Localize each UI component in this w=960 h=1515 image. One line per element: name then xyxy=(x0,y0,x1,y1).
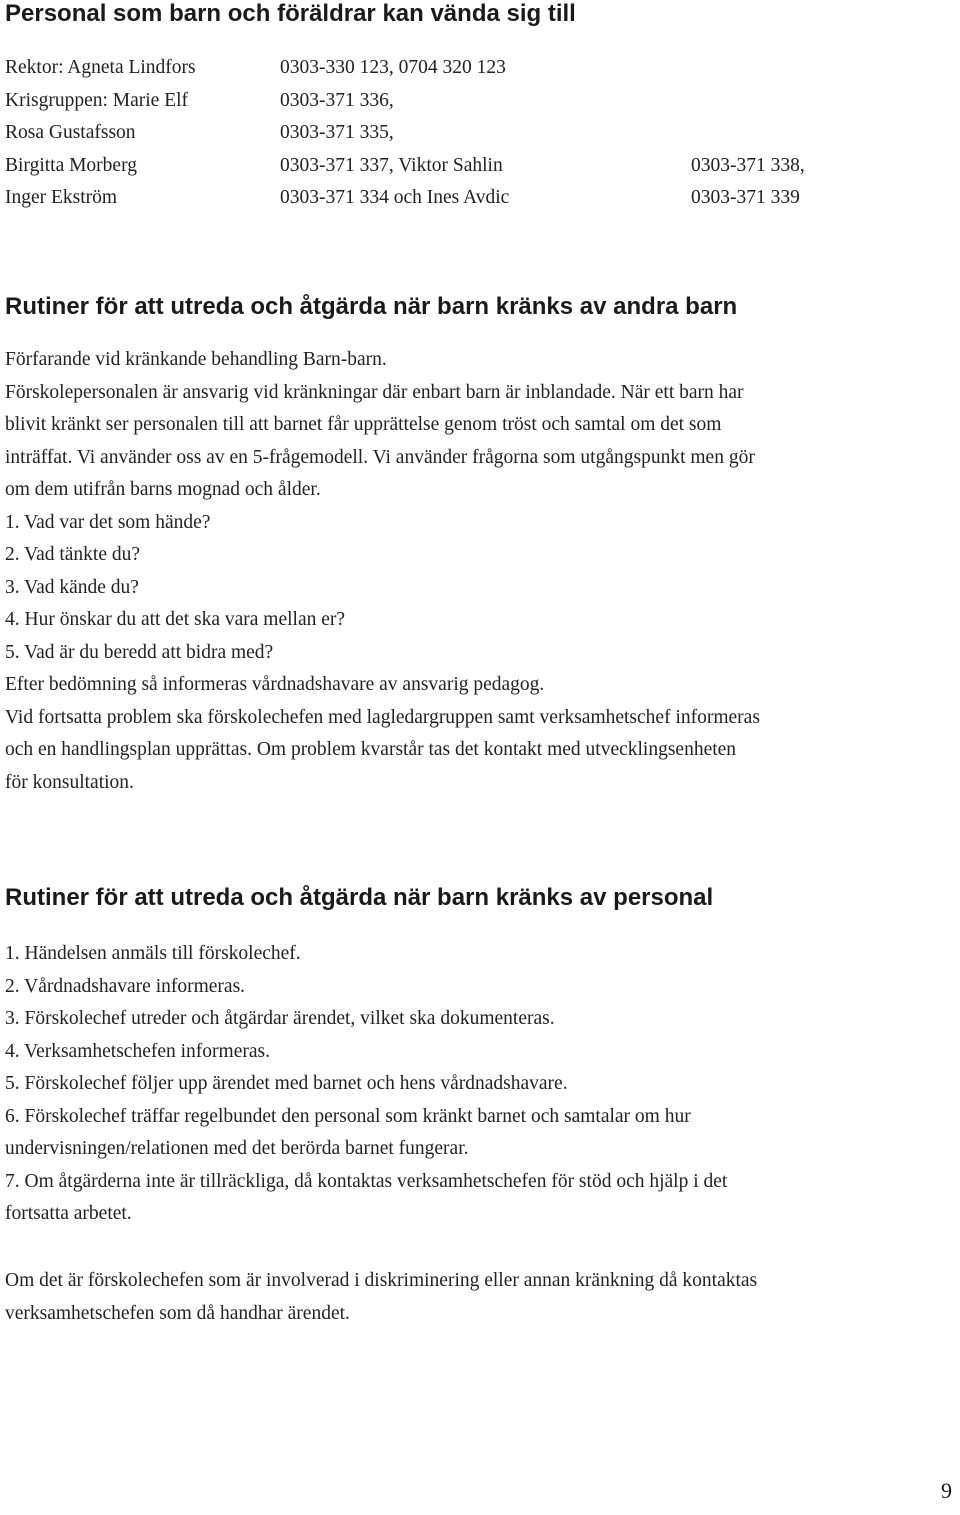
text-line: Förfarande vid kränkande behandling Barn-barn. xyxy=(5,349,387,370)
list-item-continued: fortsatta arbetet. xyxy=(5,1203,132,1224)
contact-phone: 0303-371 336, xyxy=(280,89,394,111)
text-line: Efter bedömning så informeras vårdnadshavare av ansvarig pedagog. xyxy=(5,674,545,695)
heading-section-children: Rutiner för att utreda och åtgärda när barn kränks av andra barn xyxy=(5,293,738,320)
text-line: Vid fortsatta problem ska förskolechefen med lagledargruppen samt verksamhetschef informeras xyxy=(5,706,760,728)
list-item: 5. Förskolechef följer upp ärendet med barnet och hens vårdnadshavare. xyxy=(5,1073,568,1094)
list-item: 4. Verksamhetschefen informeras. xyxy=(5,1040,270,1062)
list-item: 2. Vårdnadshavare informeras. xyxy=(5,975,246,997)
text-line: blivit kränkt ser personalen till att barnet får upprättelse genom tröst och samtal om det som xyxy=(5,414,722,435)
heading-section-staff: Rutiner för att utreda och åtgärda när barn kränks av personal xyxy=(5,884,714,911)
text-line: för konsultation. xyxy=(5,771,134,793)
text-line: och en handlingsplan upprättas. Om problem kvarstår tas det kontakt med utvecklingsenheten xyxy=(5,739,737,760)
contact-phone: 0303-371 337, Viktor Sahlin xyxy=(280,154,503,176)
text-line: om dem utifrån barns mognad och ålder. xyxy=(5,479,321,500)
section-children-body xyxy=(5,344,760,799)
section-staff-body xyxy=(5,938,727,1231)
text-line: verksamhetschefen som då handhar ärendet. xyxy=(5,1302,350,1324)
list-item-continued: undervisningen/relationen med det berörda barnet fungerar. xyxy=(5,1138,469,1159)
contact-phone: 0303-371 334 och Ines Avdic xyxy=(280,187,510,208)
contact-phone: 0303-330 123, 0704 320 123 xyxy=(280,57,506,78)
contact-name: Rektor: Agneta Lindfors xyxy=(5,57,196,78)
list-item: 3. Förskolechef utreder och åtgärdar ärendet, vilket ska dokumenteras. xyxy=(5,1008,555,1029)
contact-name: Inger Ekström xyxy=(5,187,118,208)
closing-paragraph xyxy=(5,1265,757,1330)
contact-phone-extra: 0303-371 338, xyxy=(691,154,805,176)
text-line: inträffat. Vi använder oss av en 5-frågemodell. Vi använder frågorna som utgångspunkt men gör xyxy=(5,446,755,468)
page-number: 9 xyxy=(941,1478,952,1503)
contact-name: Birgitta Morberg xyxy=(5,154,137,176)
heading-contacts: Personal som barn och föräldrar kan vända sig till xyxy=(5,0,576,27)
text-line: Om det är förskolechefen som är involverad i diskriminering eller annan kränkning då kontaktas xyxy=(5,1270,758,1291)
list-item: 3. Vad kände du? xyxy=(5,576,139,598)
list-item: 7. Om åtgärderna inte är tillräckliga, då kontaktas verksamhetschefen för stöd och hjälp i det xyxy=(5,1170,728,1192)
list-item: 5. Vad är du beredd att bidra med? xyxy=(5,641,274,663)
list-item: 2. Vad tänkte du? xyxy=(5,544,141,565)
contact-name: Krisgruppen: Marie Elf xyxy=(5,89,189,111)
list-item: 4. Hur önskar du att det ska vara mellan er? xyxy=(5,609,346,630)
list-item: 1. Vad var det som hände? xyxy=(5,511,211,533)
contact-phone-extra: 0303-371 339 xyxy=(691,187,800,208)
contact-name: Rosa Gustafsson xyxy=(5,122,136,143)
list-item: 1. Händelsen anmäls till förskolechef. xyxy=(5,943,301,964)
contact-phone: 0303-371 335, xyxy=(280,122,394,143)
list-item: 6. Förskolechef träffar regelbundet den personal som kränkt barnet och samtalar om hur xyxy=(5,1105,691,1127)
text-line: Förskolepersonalen är ansvarig vid kränkningar där enbart barn är inblandade. När ett barn har xyxy=(5,381,744,403)
